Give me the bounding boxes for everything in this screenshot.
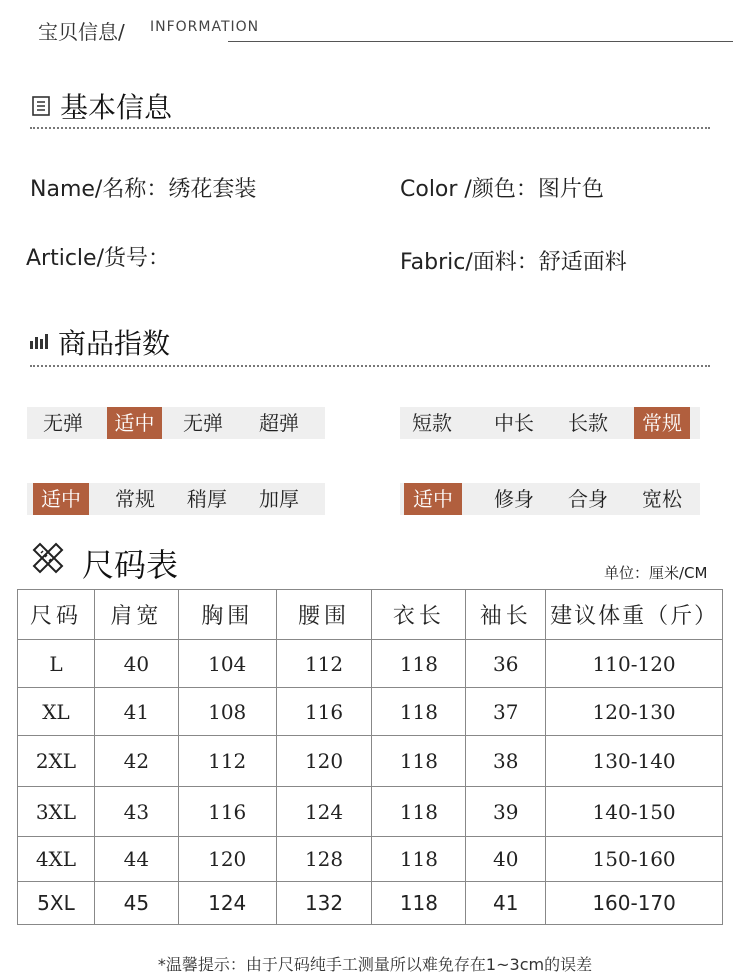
header-title-cn: 宝贝信息/ xyxy=(38,20,125,44)
table-header: 建议体重（斤） xyxy=(546,590,723,640)
table-cell: 116 xyxy=(178,787,276,837)
index-bar-elasticity xyxy=(27,407,325,439)
header-title-en: INFORMATION xyxy=(150,19,260,35)
table-cell: 140-150 xyxy=(546,787,723,837)
table-cell: 160-170 xyxy=(546,882,723,925)
size-table xyxy=(17,589,723,925)
measurement-note: *温馨提示：由于尺码纯手工测量所以难免存在1~3cm的误差 xyxy=(157,955,593,974)
product-index-divider xyxy=(30,365,710,367)
table-header: 腰围 xyxy=(276,590,372,640)
basic-info-title: 基本信息 xyxy=(60,91,173,124)
index-option-selected: 适中 xyxy=(107,407,162,439)
index-bar-length xyxy=(400,407,700,439)
table-cell: 39 xyxy=(466,787,546,837)
table-cell: 132 xyxy=(276,882,372,925)
table-cell: 40 xyxy=(94,640,178,688)
product-color: Color /颜色：图片色 xyxy=(400,177,604,202)
table-cell: 37 xyxy=(466,688,546,736)
table-cell: 112 xyxy=(178,736,276,787)
index-option: 稍厚 xyxy=(187,487,227,511)
bar-chart-icon xyxy=(30,333,48,349)
index-option: 加厚 xyxy=(259,487,299,511)
table-cell: 124 xyxy=(178,882,276,925)
table-cell: 44 xyxy=(94,837,178,882)
table-cell: 124 xyxy=(276,787,372,837)
table-cell: 130-140 xyxy=(546,736,723,787)
table-cell: 128 xyxy=(276,837,372,882)
product-fabric: Fabric/面料：舒适面料 xyxy=(400,250,627,275)
table-cell: 41 xyxy=(94,688,178,736)
table-header-row xyxy=(18,590,723,640)
product-index-title: 商品指数 xyxy=(58,327,171,360)
index-option-selected: 常规 xyxy=(634,407,690,439)
basic-info-divider xyxy=(30,127,710,129)
table-cell: 118 xyxy=(372,787,466,837)
table-cell: 118 xyxy=(372,882,466,925)
table-cell: 2XL xyxy=(18,736,95,787)
index-option: 修身 xyxy=(494,487,534,511)
index-option: 无弹 xyxy=(183,411,223,435)
table-cell: 118 xyxy=(372,837,466,882)
table-cell: 4XL xyxy=(18,837,95,882)
table-cell: 150-160 xyxy=(546,837,723,882)
index-option: 中长 xyxy=(494,411,534,435)
table-row xyxy=(18,688,723,736)
index-option: 长款 xyxy=(568,411,608,435)
document-icon xyxy=(32,96,50,116)
table-cell: 45 xyxy=(94,882,178,925)
table-row xyxy=(18,736,723,787)
table-cell: L xyxy=(18,640,95,688)
table-cell: 118 xyxy=(372,736,466,787)
table-cell: 108 xyxy=(178,688,276,736)
index-option-selected: 适中 xyxy=(33,483,89,515)
table-cell: 118 xyxy=(372,688,466,736)
table-cell: 36 xyxy=(466,640,546,688)
table-cell: 5XL xyxy=(18,882,95,925)
size-chart-title: 尺码表 xyxy=(82,546,179,584)
product-article: Article/货号： xyxy=(26,246,170,271)
table-header: 袖长 xyxy=(466,590,546,640)
table-cell: 120 xyxy=(178,837,276,882)
table-row xyxy=(18,837,723,882)
table-cell: 43 xyxy=(94,787,178,837)
ruler-cross-icon xyxy=(30,540,66,576)
table-cell: 3XL xyxy=(18,787,95,837)
table-cell: 38 xyxy=(466,736,546,787)
table-cell: 120 xyxy=(276,736,372,787)
index-option: 无弹 xyxy=(43,411,83,435)
table-cell: XL xyxy=(18,688,95,736)
table-row xyxy=(18,787,723,837)
index-option: 超弹 xyxy=(259,411,299,435)
table-row xyxy=(18,640,723,688)
table-cell: 120-130 xyxy=(546,688,723,736)
table-cell: 104 xyxy=(178,640,276,688)
table-header: 肩宽 xyxy=(94,590,178,640)
table-cell: 118 xyxy=(372,640,466,688)
index-option: 宽松 xyxy=(642,487,682,511)
table-header: 尺码 xyxy=(18,590,95,640)
index-option: 短款 xyxy=(412,411,452,435)
table-cell: 112 xyxy=(276,640,372,688)
index-option: 常规 xyxy=(115,487,155,511)
table-header: 衣长 xyxy=(372,590,466,640)
unit-label: 单位：厘米/CM xyxy=(604,564,708,582)
table-cell: 41 xyxy=(466,882,546,925)
product-name: Name/名称：绣花套装 xyxy=(30,177,257,202)
table-cell: 110-120 xyxy=(546,640,723,688)
table-row xyxy=(18,882,723,925)
index-bar-fit xyxy=(400,483,700,515)
table-header: 胸围 xyxy=(178,590,276,640)
index-bar-thickness xyxy=(27,483,325,515)
header-divider xyxy=(228,41,733,42)
index-option: 合身 xyxy=(568,487,608,511)
table-cell: 40 xyxy=(466,837,546,882)
index-option-selected: 适中 xyxy=(404,483,462,515)
table-cell: 116 xyxy=(276,688,372,736)
table-cell: 42 xyxy=(94,736,178,787)
